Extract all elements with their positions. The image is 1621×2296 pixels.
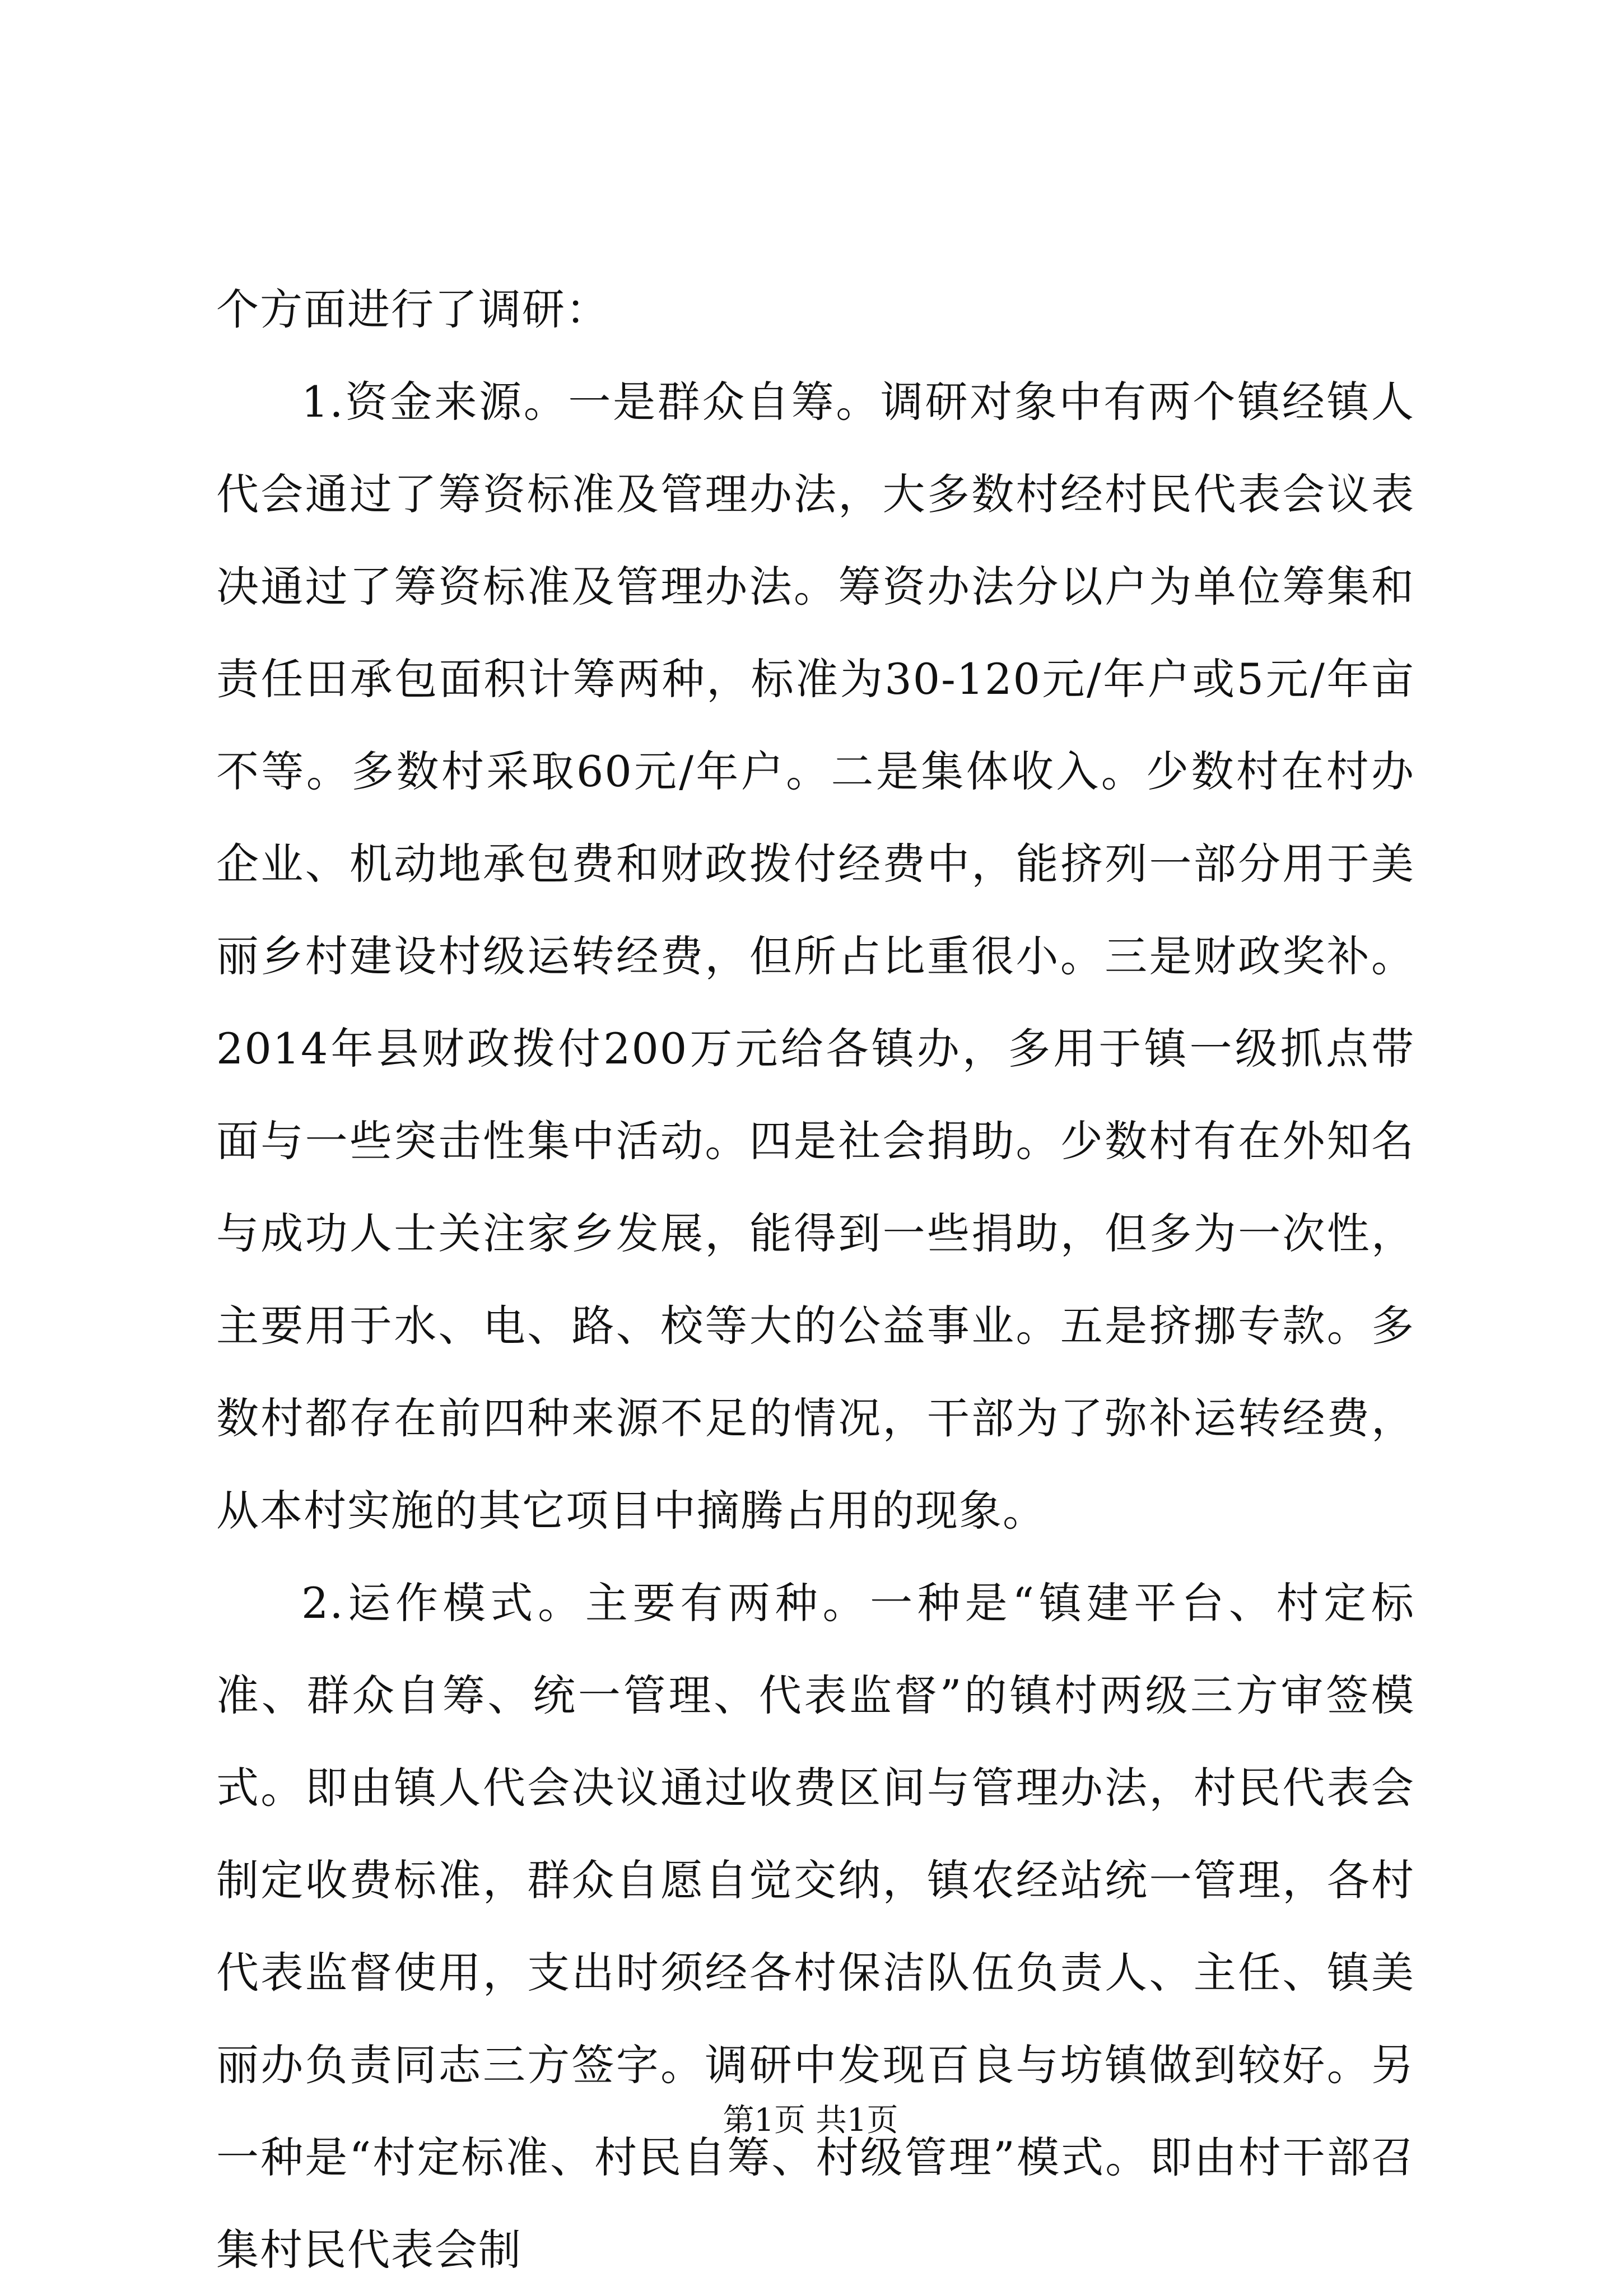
document-body — [216, 263, 1415, 2296]
page-number-footer: 第1页 共1页 — [723, 2102, 898, 2139]
paragraph-operating-modes: 2.运作模式。主要有两种。一种是“镇建平台、村定标准、群众自筹、统一管理、代表监督”的镇村两级三方审签模式。即由镇人代会决议通过收费区间与管理办法，村民代表会制定收费标准，群众自愿自觉交纳，镇农经站统一管理，各村代表监督使用，支出时须经各村保洁队伍负责人、主任、镇美丽办负责同志三方签字。调研中发现百良与坊镇做到较好。另一种是“村定标准、村民自筹、村级管理”模式。即由村干部召集村民代表会制 — [216, 1578, 1415, 2275]
paragraph-continuation: 个方面进行了调研： — [216, 284, 609, 334]
paragraph-funding-sources: 1.资金来源。一是群众自筹。调研对象中有两个镇经镇人代会通过了筹资标准及管理办法，大多数村经村民代表会议表决通过了筹资标准及管理办法。筹资办法分以户为单位筹集和责任田承包面积计筹两种，标准为30-120元/年户或5元/年亩不等。多数村采取60元/年户。二是集体收入。少数村在村办企业、机动地承包费和财政拨付经费中，能挤列一部分用于美丽乡村建设村级运转经费，但所占比重很小。三是财政奖补。2014年县财政拨付200万元给各镇办，多用于镇一级抓点带面与一些突击性集中活动。四是社会捐助。少数村有在外知名与成功人士关注家乡发展，能得到一些捐助，但多为一次性，主要用于水、电、路、校等大的公益事业。五是挤挪专款。多数村都存在前四种来源不足的情况，干部为了弥补运转经费，从本村实施的其它项目中摘腾占用的现象。 — [216, 377, 1415, 1536]
